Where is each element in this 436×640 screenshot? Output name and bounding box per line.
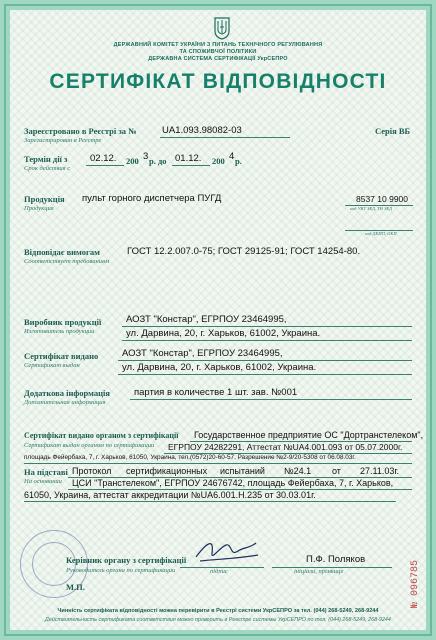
footer-line2: Действительность сертификата соответствия можно проверить в Реестре системы УкрСЕПРО по тел. (044) 268-5249, 268-9244 (45, 617, 391, 623)
additional-value: партия в количестве 1 шт. зав. №001 (134, 387, 298, 398)
product-dkpp-sub: код ДКПП, ОКП (365, 231, 397, 236)
issued-line2: ул. Дарвина, 20, г. Харьков, 61002, Украина. (122, 362, 317, 373)
additional-label: Додаткова інформація (24, 388, 110, 398)
term-from-day: 02.12. (90, 153, 117, 164)
requirements-value: ГОСТ 12.2.007.0-75; ГОСТ 29125-91; ГОСТ 14254-80. (127, 246, 361, 257)
cert-body-line3: площадь Фейербаха, 7, г. Харьков, 61050, Украина, тел.(0572)20-60-57, Разрешение №2-9/20-5308 от 06.08.03г. (24, 454, 356, 461)
product-value: пульт горного диспетчера ПУГД (82, 193, 222, 204)
footer-line1: Чинність сертифіката відповідності можна перевірити в Реєстрі системи УкрСЕПРО за тел. (044) 268-5249, 268-9244 (57, 608, 379, 614)
org-header-line2: ТА СПОЖИВЧОЇ ПОЛІТИКИ (179, 49, 257, 55)
name-caption: ініціали, прізвище (294, 568, 344, 575)
basis-line1-e: от (332, 466, 341, 476)
term-from-year-prefix: 200 (126, 156, 139, 166)
signature-sub: Руководитель органа по сертификации (66, 567, 176, 574)
product-label: Продукція (24, 194, 65, 204)
product-code-sub: код УКТ ЗЕД, ТН ЗЕД (350, 206, 392, 211)
signatory-name: П.Ф. Поляков (306, 554, 366, 565)
cert-body-line2: ЕГРПОУ 24282291, Аттестат №UA4.001.093 от 05.07.2000г. (168, 442, 403, 452)
manufacturer-line1: АОЗТ "Констар", ЕГРПОУ 23464995, (126, 314, 287, 325)
product-code: 8537 10 9900 (356, 194, 408, 204)
term-to-day: 01.12. (175, 153, 202, 164)
org-header-line1: ДЕРЖАВНИЙ КОМІТЕТ УКРАЇНИ З ПИТАНЬ ТЕХНІЧНОГО РЕГУЛЮВАННЯ (113, 42, 323, 48)
term-to-label: до (158, 156, 167, 166)
signature-label: Керівник органу з сертифікації (66, 555, 187, 565)
org-header-line3: ДЕРЖАВНА СИСТЕМА СЕРТИФІКАЦІЇ УкрСЕПРО (148, 56, 288, 62)
trident-emblem-icon (213, 16, 231, 40)
manufacturer-sub: Изготовитель продукции (24, 328, 95, 335)
basis-line2: ЦСИ "Транстелеком", ЕГРПОУ 24676742, площадь Фейербаха, 7, г. Харьков, (72, 478, 394, 488)
additional-sub: Дополнительная информация (24, 399, 106, 406)
term-from-unit: р. (149, 156, 156, 166)
term-to-year-suffix: 4 (229, 151, 235, 162)
issued-label: Сертифікат видано (24, 351, 99, 361)
requirements-sub: Соответствует требованиям (24, 258, 110, 265)
registration-number: UA1.093.98082-03 (162, 125, 242, 136)
basis-line1-a: Протокол (72, 466, 112, 476)
serial-number: № 096785 (410, 559, 421, 608)
manufacturer-line2: ул. Дарвина, 20, г. Харьков, 61002, Украина. (126, 328, 321, 339)
term-from-year-suffix: 3 (143, 151, 149, 162)
basis-line1-f: 27.11.03г. (360, 466, 400, 476)
series-label: Серія ВБ (375, 126, 411, 136)
cert-body-line1: Государственное предприятие ОС "Дортранстелеком", (194, 430, 424, 440)
registration-sub: Зарегистрирован в Реестре (24, 137, 102, 144)
registration-label: Зареєстровано в Реєстрі за № (24, 126, 137, 136)
cert-body-label: Сертифікат видано органом з сертифікації (24, 431, 179, 440)
term-label: Термін дії з (24, 154, 68, 164)
sign-caption: підпис (210, 568, 228, 575)
requirements-label: Відповідає вимогам (24, 247, 100, 257)
term-to-unit: р. (235, 156, 242, 166)
basis-label: На підставі (24, 467, 68, 477)
product-sub: Продукция (24, 205, 54, 212)
basis-line3: 61050, Украина, аттестат аккредитации №UA6.001.H.235 от 30.03.01г. (24, 490, 316, 500)
basis-line1-d: №24.1 (284, 466, 312, 476)
basis-line1-c: испытаний (220, 466, 265, 476)
basis-line1-b: сертификационных (126, 466, 208, 476)
cert-body-sub: Сертификат выдан органом по сертификации (24, 442, 155, 449)
certificate-title: СЕРТИФІКАТ ВІДПОВІДНОСТІ (49, 70, 387, 93)
manufacturer-label: Виробник продукції (24, 317, 102, 327)
term-to-year-prefix: 200 (212, 156, 225, 166)
term-sub: Срок действия с (24, 165, 71, 172)
issued-line1: АОЗТ "Констар", ЕГРПОУ 23464995, (122, 348, 283, 359)
basis-sub: На основании (24, 478, 62, 485)
issued-sub: Сертификат выдан (24, 362, 80, 369)
stamp-mp: М.П. (66, 582, 85, 592)
handwritten-signature (186, 535, 264, 567)
